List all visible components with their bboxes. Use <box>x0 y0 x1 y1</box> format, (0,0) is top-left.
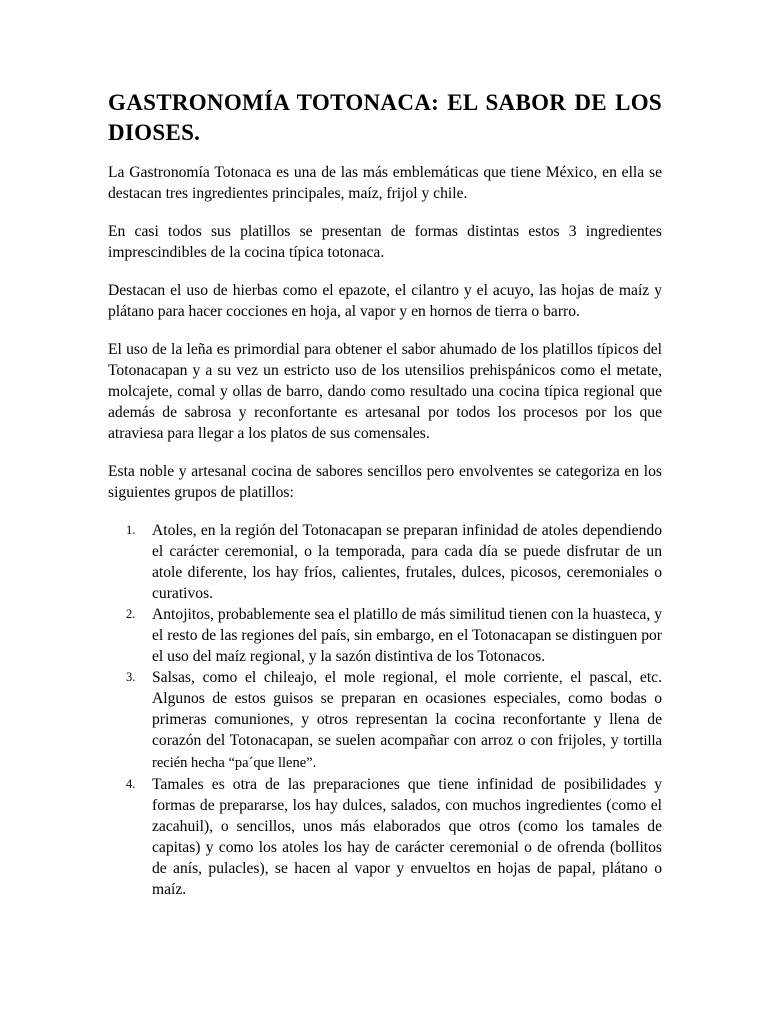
list-number: 4. <box>126 777 136 791</box>
document-page <box>108 88 662 900</box>
list-item-text-tail: tortilla recién hecha “pa´que llene”. <box>152 733 662 771</box>
list-item-text: Tamales es otra de las preparaciones que tiene infinidad de posibilidades y formas de prepararse, los hay dulces, salados, con muchos ingredientes (como el zacahuil), o sencillos, unos más elaborados que otros (como los tamales de capitas) y como los atoles los hay de carácter ceremonial o de ofrenda (bollitos de anís, pulacles), se hacen al vapor y envueltos en hojas de papal, plátano o maíz. <box>152 776 662 898</box>
list-item-antojitos <box>126 604 662 667</box>
list-number: 1. <box>126 523 136 537</box>
list-number: 2. <box>126 607 136 621</box>
paragraph-firewood: El uso de la leña es primordial para obtener el sabor ahumado de los platillos típicos del Totonacapan y a su vez un estricto uso de los utensilios prehispánicos como el metate, molcajete, comal y ollas de barro, dando como resultado una cocina típica regional que además de sabrosa y reconfortante es artesanal por todos los procesos por los que atraviesa para llegar a los platos de sus comensales. <box>108 341 662 442</box>
list-item-text: Salsas, como el chileajo, el mole regional, el mole corriente, el pascal, etc. Algunos de estos guisos se preparan en ocasiones especiales, como bodas o primeras comuniones, y otros representan la cocina reconfortante y llena de corazón del Totonacapan, se suelen acompañar con arroz o con frijoles, y <box>152 669 662 749</box>
list-item-tamales <box>126 774 662 900</box>
list-item-salsas <box>126 667 662 774</box>
paragraph-intro: La Gastronomía Totonaca es una de las más emblemáticas que tiene México, en ella se destacan tres ingredientes principales, maíz, frijol y chile. <box>108 164 662 202</box>
document-title: GASTRONOMÍA TOTONACA: EL SABOR DE LOS DIOSES. <box>108 90 662 145</box>
dish-category-list <box>108 520 662 900</box>
list-item-text: Atoles, en la región del Totonacapan se preparan infinidad de atoles dependiendo el carácter ceremonial, o la temporada, para cada día se puede disfrutar de un atole diferente, los hay fríos, calientes, frutales, dulces, picosos, ceremoniales o curativos. <box>152 522 662 602</box>
list-number: 3. <box>126 670 136 684</box>
paragraph-herbs: Destacan el uso de hierbas como el epazote, el cilantro y el acuyo, las hojas de maíz y plátano para hacer cocciones en hoja, al vapor y en hornos de tierra o barro. <box>108 282 662 320</box>
paragraph-ingredients: En casi todos sus platillos se presentan de formas distintas estos 3 ingredientes imprescindibles de la cocina típica totonaca. <box>108 223 662 261</box>
paragraph-categories: Esta noble y artesanal cocina de sabores sencillos pero envolventes se categoriza en los siguientes grupos de platillos: <box>108 463 662 501</box>
list-item-atoles <box>126 520 662 604</box>
list-item-text: Antojitos, probablemente sea el platillo de más similitud tienen con la huasteca, y el resto de las regiones del país, sin embargo, en el Totonacapan se distinguen por el uso del maíz regional, y la sazón distintiva de los Totonacos. <box>152 606 662 665</box>
